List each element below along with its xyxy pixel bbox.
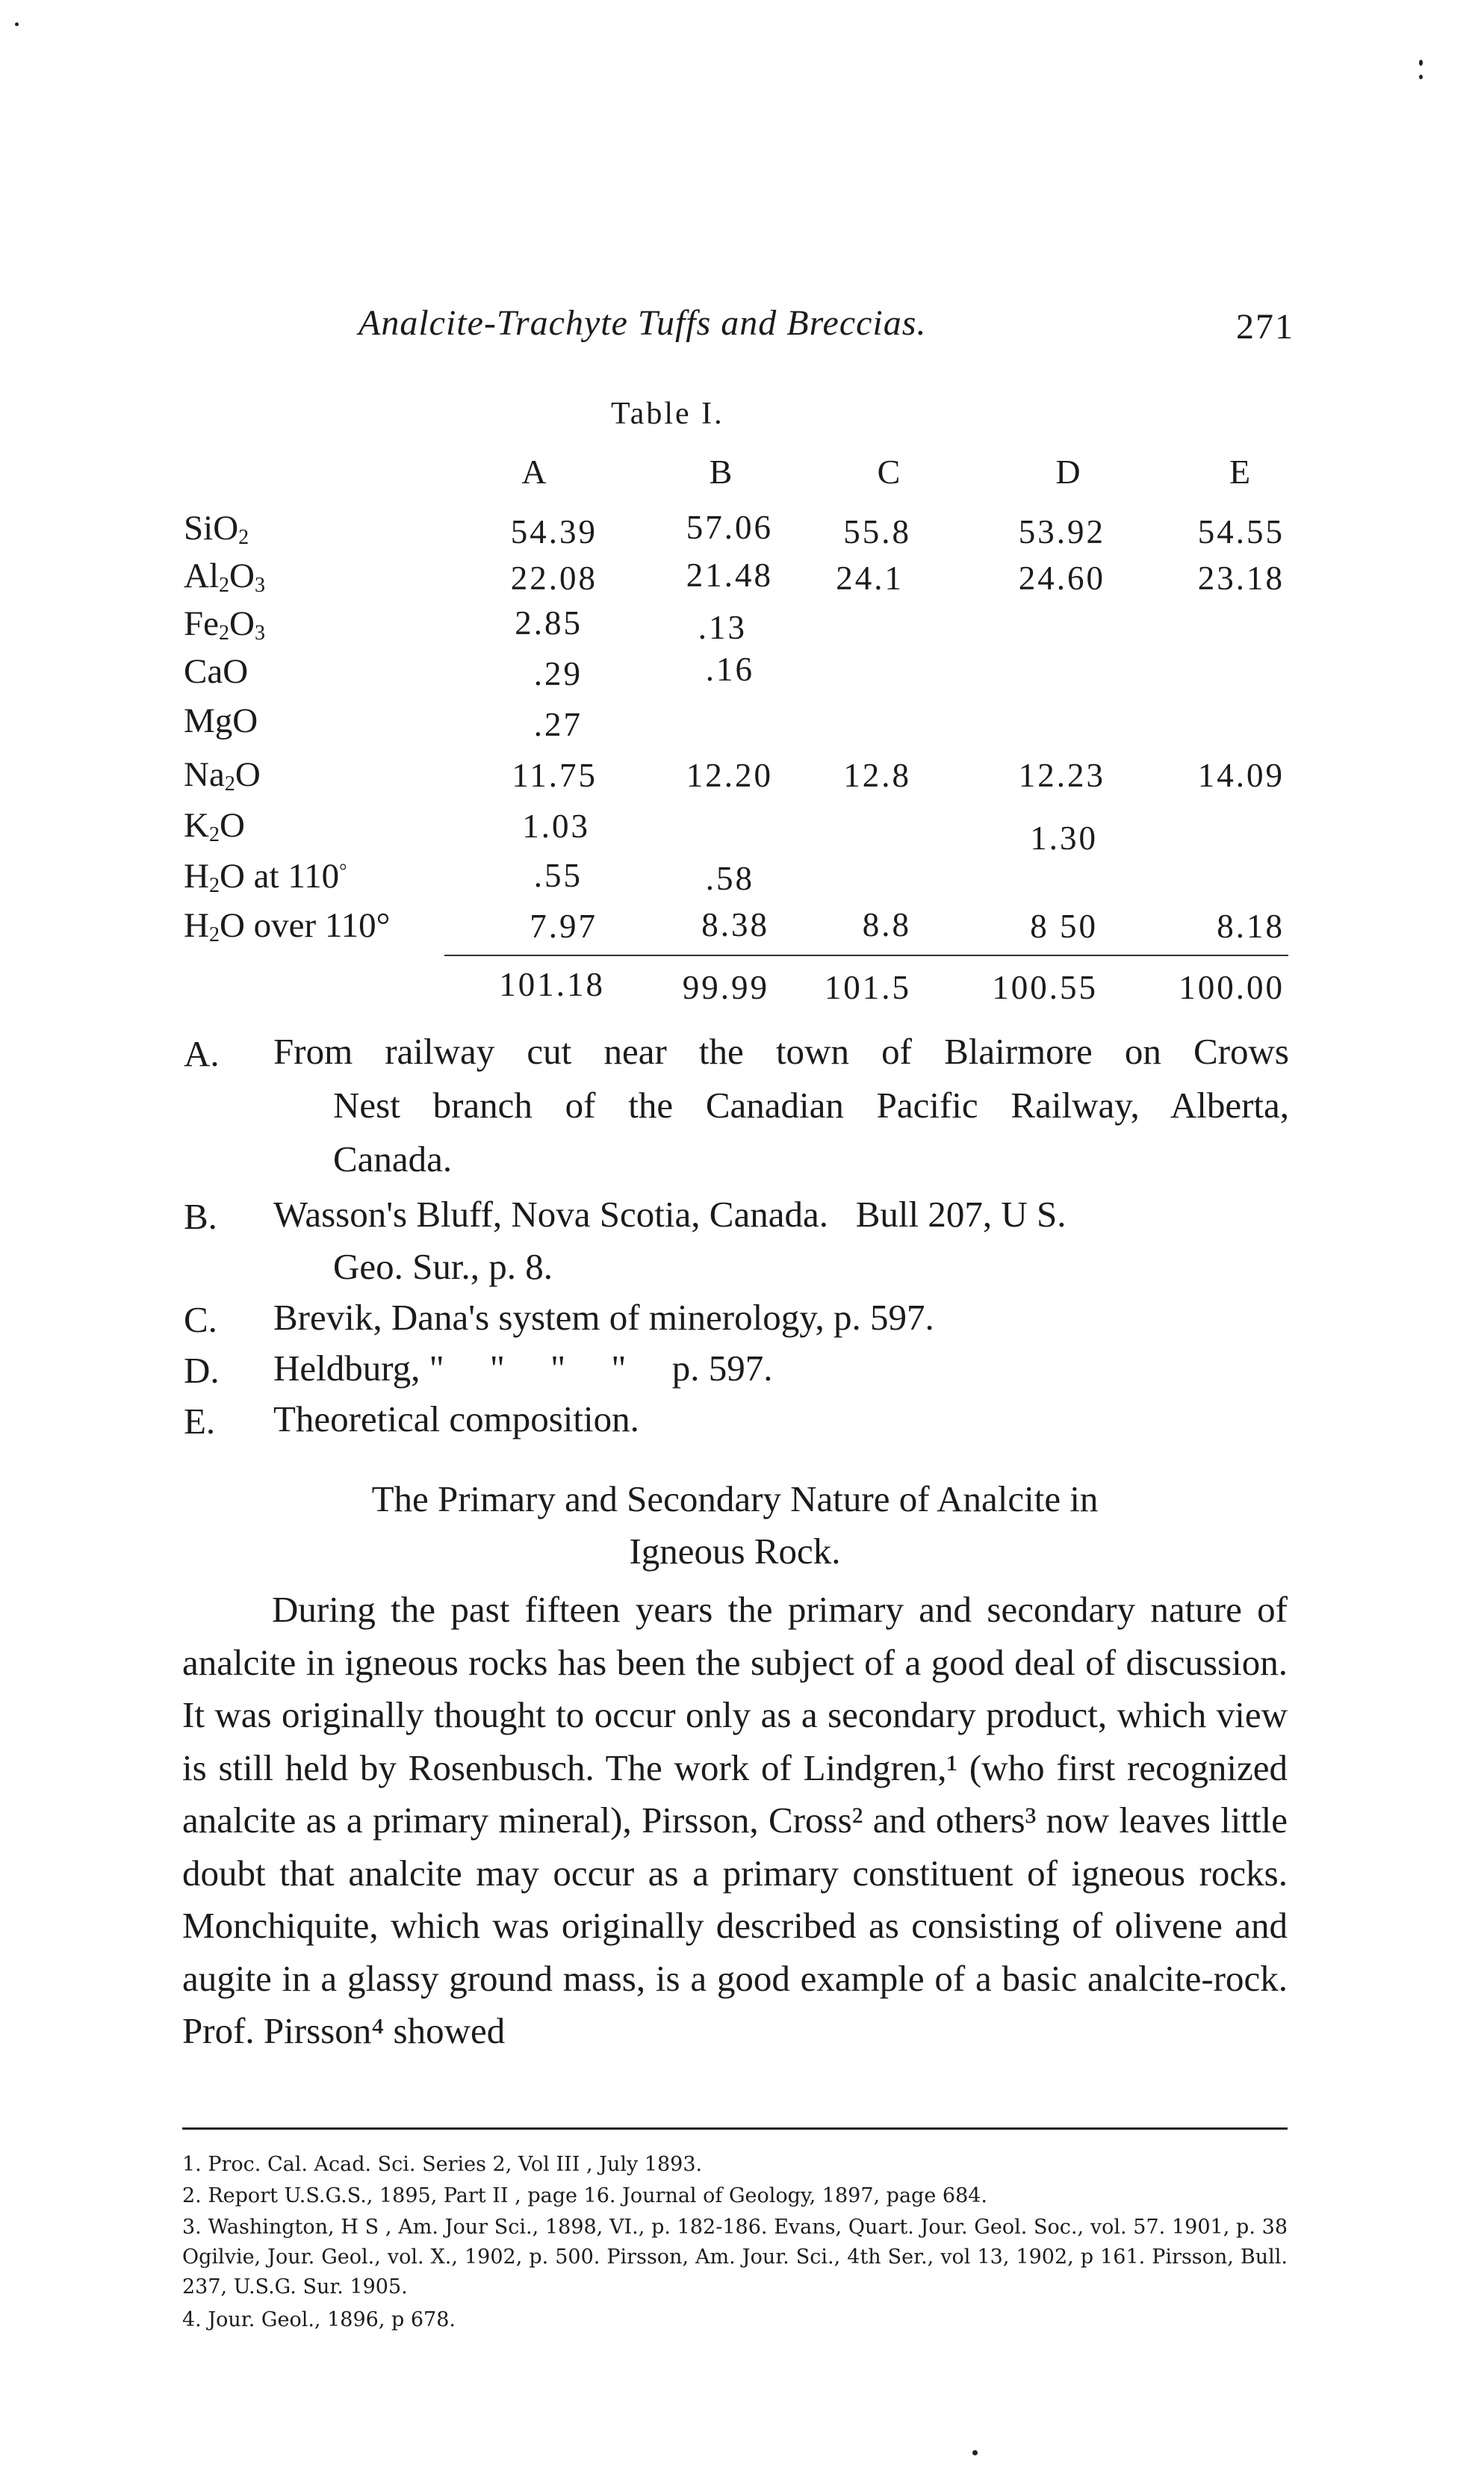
- table-cell: .16: [705, 651, 754, 688]
- body-paragraph: [182, 1584, 1288, 2058]
- note-letter: C.: [184, 1299, 217, 1340]
- row-label-k2o: $K_2O$: [184, 806, 245, 846]
- table-cell: 14.09: [1197, 757, 1285, 794]
- table-cell: 22.08: [510, 559, 597, 597]
- column-header-c: C: [877, 453, 901, 491]
- footnote-3: 3. Washington, H S , Am. Jour Sci., 1898, VI., p. 182-186. Evans, Quart. Jour. Geol. Soc., vol. 57. 1901, p. 38 Ogilvie, Jour. Geol., vol. X., 1902, p. 500. Pirsson, Am. Jour. Sci., 4th Ser., vol 13, 1902, p 161. Pirsson, Bull. 237, U.S.G. Sur. 1905.: [182, 2216, 1288, 2299]
- table-cell: 24.1: [836, 559, 904, 597]
- page-number: 271: [1236, 307, 1294, 347]
- table-cell: 2.85: [515, 604, 583, 642]
- table-cell: 8.38: [701, 906, 769, 943]
- note-letter: D.: [184, 1350, 220, 1391]
- table-cell: 11.75: [512, 757, 597, 794]
- table-cell: .55: [533, 857, 583, 894]
- footnote-rule: [182, 2127, 1288, 2130]
- footnote-1: 1. Proc. Cal. Acad. Sci. Series 2, Vol III , July 1893.: [182, 2153, 703, 2176]
- table-cell: 8 50: [1030, 908, 1098, 945]
- table-cell: 23.18: [1197, 559, 1285, 597]
- table-cell: 1.03: [522, 808, 590, 845]
- row-label-h2o-at-110: $H_2O$ at 110°: [184, 857, 347, 897]
- footnote-4: 4. Jour. Geol., 1896, p 678.: [182, 2308, 456, 2331]
- table-cell: 54.55: [1197, 513, 1285, 551]
- row-label-sio2: SiO$_2$: [184, 509, 249, 549]
- note-letter: B.: [184, 1196, 217, 1237]
- note-line: Brevik, Dana's system of minerology, p. 597.: [273, 1297, 934, 1338]
- table-cell: 1.30: [1030, 819, 1098, 857]
- note-line: Theoretical composition.: [273, 1398, 639, 1439]
- table-cell: 7.97: [530, 908, 597, 945]
- table-cell: 24.60: [1018, 559, 1105, 597]
- note-line: Wasson's Bluff, Nova Scotia, Canada. Bull 207, U S.: [273, 1194, 1067, 1235]
- table-total: 100.00: [1179, 969, 1285, 1006]
- note-letter: E.: [184, 1401, 216, 1442]
- table-cell: 12.8: [843, 757, 911, 794]
- section-heading-line1: The Primary and Secondary Nature of Analcite in: [371, 1478, 1099, 1519]
- table-cell: .29: [533, 655, 583, 692]
- body-text: During the past fifteen years the primary and secondary nature of analcite in igneous rocks has been the subject of a good deal of discussion. It was originally thought to occur only as a secondary product, which view is still held by Rosenbusch. The work of Lindgren,¹ (who first recognized analcite as a primary mineral), Pirsson, Cross² and others³ now leaves little doubt that analcite may occur as a primary constituent of igneous rocks. Monchiquite, which was originally described as consisting of olivene and augite in a glassy ground mass, is a good example of a basic analcite-rock. Prof. Pirsson⁴ showed: [182, 1589, 1288, 2051]
- table-cell: 8.18: [1217, 908, 1285, 945]
- note-line: Nest branch of the Canadian Pacific Railway, Alberta,: [333, 1085, 1289, 1126]
- table-cell: .27: [533, 706, 583, 743]
- row-label-mgo: MgO: [184, 701, 258, 740]
- row-label-cao: CaO: [184, 652, 249, 691]
- note-line: Canada.: [333, 1138, 453, 1180]
- column-header-d: D: [1055, 453, 1081, 491]
- column-header-a: A: [521, 453, 547, 491]
- scan-speck: [972, 2450, 978, 2455]
- table-total: 100.55: [992, 969, 1098, 1006]
- scan-speck: [1419, 60, 1423, 66]
- table-cell: 8.8: [862, 906, 911, 943]
- note-line: Geo. Sur., p. 8.: [333, 1246, 553, 1287]
- table-cell: 21.48: [686, 557, 773, 594]
- running-title: Analcite-Trachyte Tuffs and Breccias.: [358, 303, 927, 343]
- table-cell: 12.23: [1018, 757, 1105, 794]
- table-cell: .58: [705, 860, 754, 897]
- table-sum-rule: [444, 955, 1288, 956]
- footnote-2: 2. Report U.S.G.S., 1895, Part II , page 16. Journal of Geology, 1897, page 684.: [182, 2184, 988, 2207]
- table-cell: 55.8: [843, 513, 911, 551]
- table-total: 101.18: [499, 966, 605, 1003]
- table-cell: 57.06: [686, 509, 773, 546]
- row-label-al2o3: $Al_2O_3$: [184, 557, 265, 597]
- row-label-fe2o3: $Fe_2O_3$: [184, 604, 265, 645]
- table-cell: .13: [698, 609, 747, 646]
- column-header-b: B: [709, 453, 733, 491]
- table-cell: 53.92: [1018, 513, 1105, 551]
- row-label-na2o: $Na_2O$: [184, 755, 261, 796]
- table-total: 101.5: [824, 969, 911, 1006]
- note-line: Heldburg, " " " " p. 597.: [273, 1348, 773, 1389]
- scan-speck: [1419, 75, 1423, 79]
- scan-speck: [15, 22, 19, 26]
- table-title: Table I.: [611, 397, 724, 431]
- column-header-e: E: [1229, 453, 1251, 491]
- section-heading-line2: Igneous Rock.: [629, 1531, 841, 1572]
- note-line: From railway cut near the town of Blairmore on Crows: [273, 1031, 1289, 1072]
- row-label-h2o-over-110: $H_2O$ over 110°: [184, 906, 391, 946]
- table-cell: 12.20: [686, 757, 773, 794]
- table-total: 99.99: [682, 969, 769, 1006]
- note-letter: A.: [184, 1033, 220, 1074]
- table-cell: 54.39: [510, 513, 597, 551]
